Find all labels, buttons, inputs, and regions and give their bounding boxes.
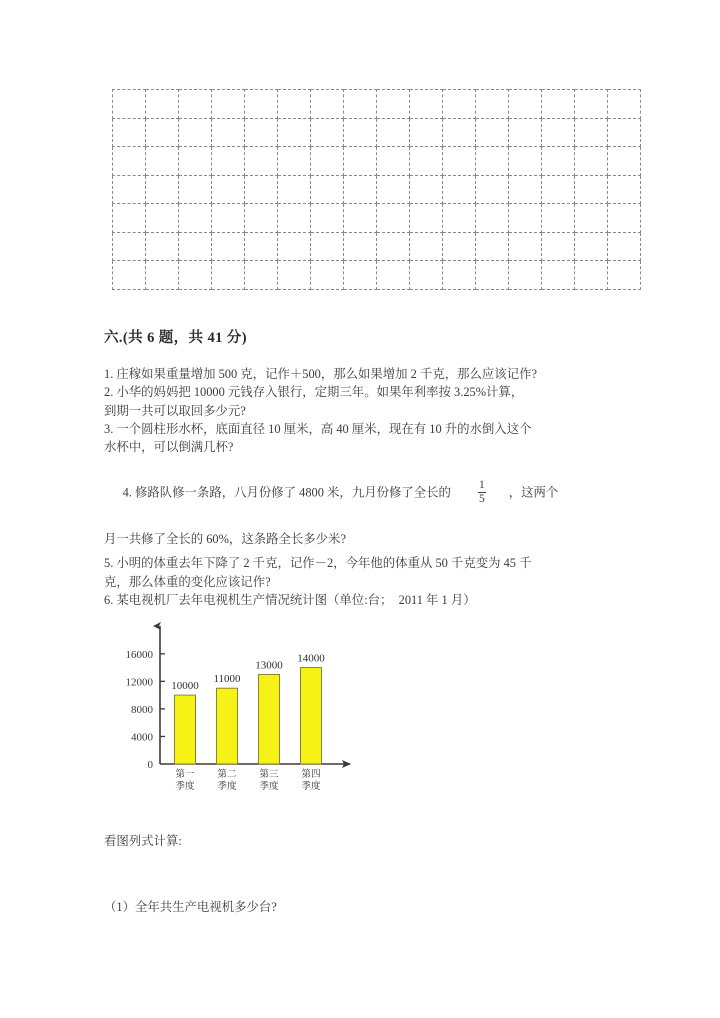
answer-grid-cell[interactable] — [113, 204, 146, 233]
answer-grid-cell[interactable] — [476, 204, 509, 233]
answer-grid-cell[interactable] — [212, 175, 245, 204]
answer-grid-cell[interactable] — [377, 175, 410, 204]
answer-grid-cell[interactable] — [179, 232, 212, 261]
question-1: 1. 庄稼如果重量增加 500 克，记作＋500，那么如果增加 2 千克，那么应该记作? — [104, 367, 537, 381]
answer-grid-row — [113, 232, 641, 261]
answer-grid-cell[interactable] — [608, 261, 641, 290]
answer-grid-cell[interactable] — [278, 118, 311, 147]
fraction-one-fifth — [477, 480, 487, 505]
fraction-numerator: 1 — [478, 478, 485, 491]
answer-grid-cell[interactable] — [311, 90, 344, 119]
question-2-line-2: 到期一共可以取回多少元? — [104, 403, 246, 418]
answer-grid-cell[interactable] — [575, 175, 608, 204]
answer-grid-cell[interactable] — [542, 175, 575, 204]
question-3-line-1: 3. 一个圆柱形水杯，底面直径 10 厘米，高 40 厘米，现在有 10 升的水倒入这个 — [104, 421, 532, 436]
question-3-line-2: 水杯中，可以倒满几杯? — [104, 440, 234, 455]
answer-grid-cell[interactable] — [410, 175, 443, 204]
answer-grid-cell[interactable] — [113, 175, 146, 204]
answer-grid-cell[interactable] — [344, 175, 377, 204]
y-axis-tick-label: 4000 — [131, 731, 153, 744]
answer-grid-cell[interactable] — [476, 175, 509, 204]
answer-grid-cell[interactable] — [476, 118, 509, 147]
answer-grid-cell[interactable] — [179, 261, 212, 290]
question-4-text-after: ，这两个 — [508, 485, 559, 500]
x-axis-category-label: 季度 — [259, 781, 279, 792]
answer-grid-cell[interactable] — [509, 118, 542, 147]
answer-grid-cell[interactable] — [311, 147, 344, 176]
answer-grid-cell[interactable] — [344, 204, 377, 233]
answer-grid-cell[interactable] — [476, 232, 509, 261]
answer-grid-cell[interactable] — [377, 90, 410, 119]
answer-grid-cell[interactable] — [344, 147, 377, 176]
answer-grid-cell[interactable] — [245, 175, 278, 204]
answer-grid-cell[interactable] — [344, 232, 377, 261]
answer-grid-cell[interactable] — [245, 90, 278, 119]
answer-grid-cell[interactable] — [146, 232, 179, 261]
answer-grid-cell[interactable] — [410, 147, 443, 176]
answer-grid-cell[interactable] — [146, 90, 179, 119]
answer-grid-cell[interactable] — [575, 261, 608, 290]
answer-grid-cell[interactable] — [575, 90, 608, 119]
bar-value-label: 13000 — [255, 659, 283, 672]
question-4-line-1 — [104, 462, 649, 524]
answer-grid-cell[interactable] — [278, 204, 311, 233]
answer-grid-cell[interactable] — [542, 147, 575, 176]
answer-grid-cell[interactable] — [146, 175, 179, 204]
answer-grid-cell[interactable] — [212, 204, 245, 233]
answer-grid-cell[interactable] — [113, 232, 146, 261]
answer-grid-cell[interactable] — [410, 261, 443, 290]
answer-grid-cell[interactable] — [278, 261, 311, 290]
answer-grid-cell[interactable] — [311, 118, 344, 147]
y-axis-tick-label: 12000 — [125, 676, 153, 689]
y-axis-tick-label: 0 — [147, 759, 153, 771]
bar-chart — [112, 612, 372, 812]
answer-grid-cell[interactable] — [146, 261, 179, 290]
answer-grid-cell[interactable] — [575, 232, 608, 261]
answer-grid-cell[interactable] — [443, 204, 476, 233]
answer-grid-cell[interactable] — [608, 147, 641, 176]
question-5-line-2: 克，那么体重的变化应该记作? — [104, 574, 271, 589]
question-6: 6. 某电视机厂去年电视机生产情况统计图（单位:台； 2011 年 1 月） — [104, 592, 476, 607]
answer-grid-cell[interactable] — [113, 261, 146, 290]
answer-grid-cell[interactable] — [311, 175, 344, 204]
answer-grid-cell[interactable] — [575, 147, 608, 176]
prompt-sub-question-1: （1）全年共生产电视机多少台? — [104, 900, 277, 914]
answer-grid-cell[interactable] — [278, 147, 311, 176]
answer-grid-cell[interactable] — [113, 90, 146, 119]
answer-grid-cell[interactable] — [509, 261, 542, 290]
bar-value-label: 14000 — [297, 652, 325, 665]
prompt-compute-from-chart: 看图列式计算: — [104, 834, 182, 848]
answer-grid-cell[interactable] — [245, 118, 278, 147]
answer-grid-cell[interactable] — [179, 90, 212, 119]
answer-grid-cell[interactable] — [542, 261, 575, 290]
answer-grid-cell[interactable] — [344, 90, 377, 119]
answer-grid-cell[interactable] — [377, 261, 410, 290]
answer-grid-cell[interactable] — [443, 90, 476, 119]
x-axis-category-label: 季度 — [217, 781, 237, 792]
answer-grid-cell[interactable] — [476, 261, 509, 290]
answer-grid-row — [113, 90, 641, 119]
question-2-line-1: 2. 小华的妈妈把 10000 元钱存入银行，定期三年。如果年利率按 3.25%计算， — [104, 385, 524, 400]
x-axis-category-label: 第二 — [217, 769, 237, 780]
answer-grid-cell[interactable] — [311, 232, 344, 261]
answer-grid-cell[interactable] — [146, 204, 179, 233]
x-axis-category-label: 季度 — [301, 781, 321, 792]
question-4-line-2: 月一共修了全长的 60%，这条路全长多少米? — [104, 532, 346, 547]
fraction-denominator: 5 — [478, 492, 485, 505]
answer-grid-cell[interactable] — [377, 232, 410, 261]
answer-grid-cell[interactable] — [212, 232, 245, 261]
answer-grid-cell[interactable] — [179, 204, 212, 233]
answer-grid-cell[interactable] — [245, 261, 278, 290]
answer-grid-cell[interactable] — [344, 118, 377, 147]
answer-grid-cell[interactable] — [278, 232, 311, 261]
answer-grid-cell[interactable] — [377, 204, 410, 233]
bar — [301, 668, 322, 764]
answer-grid-cell[interactable] — [608, 204, 641, 233]
answer-grid-cell[interactable] — [245, 232, 278, 261]
answer-grid-cell[interactable] — [509, 147, 542, 176]
answer-grid-cell[interactable] — [476, 147, 509, 176]
answer-grid-cell[interactable] — [377, 118, 410, 147]
answer-grid-row — [113, 204, 641, 233]
answer-grid-cell[interactable] — [443, 118, 476, 147]
answer-grid-cell[interactable] — [179, 175, 212, 204]
answer-grid-cell[interactable] — [542, 90, 575, 119]
answer-grid-cell[interactable] — [608, 232, 641, 261]
bar-value-label: 10000 — [171, 680, 199, 693]
y-axis-tick-label: 8000 — [131, 703, 153, 716]
answer-grid-cell[interactable] — [608, 118, 641, 147]
answer-grid-cell[interactable] — [509, 175, 542, 204]
answer-grid-cell[interactable] — [311, 261, 344, 290]
answer-grid-cell[interactable] — [443, 175, 476, 204]
answer-grid — [112, 89, 641, 290]
answer-grid-cell[interactable] — [113, 147, 146, 176]
answer-grid-row — [113, 261, 641, 290]
answer-grid-cell[interactable] — [410, 204, 443, 233]
bar — [259, 674, 280, 764]
answer-grid-cell[interactable] — [443, 232, 476, 261]
x-axis-category-label: 第三 — [259, 769, 279, 780]
x-axis-category-label: 季度 — [175, 781, 195, 792]
answer-grid-cell[interactable] — [377, 147, 410, 176]
answer-grid-cell[interactable] — [179, 118, 212, 147]
answer-grid-cell[interactable] — [278, 90, 311, 119]
answer-grid-cell[interactable] — [245, 147, 278, 176]
answer-grid-cell[interactable] — [410, 232, 443, 261]
answer-grid-cell[interactable] — [212, 90, 245, 119]
answer-grid-cell[interactable] — [542, 118, 575, 147]
bar-value-label: 11000 — [213, 673, 241, 686]
answer-grid-cell[interactable] — [542, 232, 575, 261]
answer-grid-cell[interactable] — [410, 90, 443, 119]
answer-grid-cell[interactable] — [509, 90, 542, 119]
question-5-line-1: 5. 小明的体重去年下降了 2 千克，记作－2，今年他的体重从 50 千克变为 45 千 — [104, 556, 532, 571]
answer-grid-cell[interactable] — [344, 261, 377, 290]
bar-chart-svg — [112, 612, 372, 812]
answer-grid-cell[interactable] — [410, 118, 443, 147]
question-list — [104, 365, 649, 609]
answer-grid-table — [112, 89, 641, 290]
y-axis-tick-label: 16000 — [125, 648, 153, 661]
answer-grid-cell[interactable] — [608, 90, 641, 119]
question-4-text-before: 4. 修路队修一条路，八月份修了 4800 米，九月份修了全长的 — [122, 485, 451, 500]
answer-grid-cell[interactable] — [179, 147, 212, 176]
answer-grid-cell[interactable] — [146, 118, 179, 147]
answer-grid-cell[interactable] — [575, 204, 608, 233]
answer-grid-cell[interactable] — [278, 175, 311, 204]
answer-grid-cell[interactable] — [575, 118, 608, 147]
answer-grid-cell[interactable] — [476, 90, 509, 119]
x-axis-category-label: 第一 — [175, 769, 195, 780]
answer-grid-cell[interactable] — [146, 147, 179, 176]
section-heading: 六.(共 6 题，共 41 分) — [104, 330, 247, 346]
answer-grid-row — [113, 118, 641, 147]
x-axis-category-label: 第四 — [301, 769, 321, 780]
bar — [175, 695, 196, 764]
answer-grid-cell[interactable] — [212, 147, 245, 176]
answer-grid-cell[interactable] — [509, 232, 542, 261]
answer-grid-row — [113, 147, 641, 176]
answer-grid-cell[interactable] — [542, 204, 575, 233]
answer-grid-row — [113, 175, 641, 204]
answer-grid-cell[interactable] — [212, 118, 245, 147]
answer-grid-cell[interactable] — [113, 118, 146, 147]
answer-grid-cell[interactable] — [212, 261, 245, 290]
bar — [217, 688, 238, 764]
answer-grid-cell[interactable] — [311, 204, 344, 233]
answer-grid-cell[interactable] — [608, 175, 641, 204]
answer-grid-cell[interactable] — [245, 204, 278, 233]
answer-grid-cell[interactable] — [509, 204, 542, 233]
answer-grid-cell[interactable] — [443, 261, 476, 290]
answer-grid-cell[interactable] — [443, 147, 476, 176]
